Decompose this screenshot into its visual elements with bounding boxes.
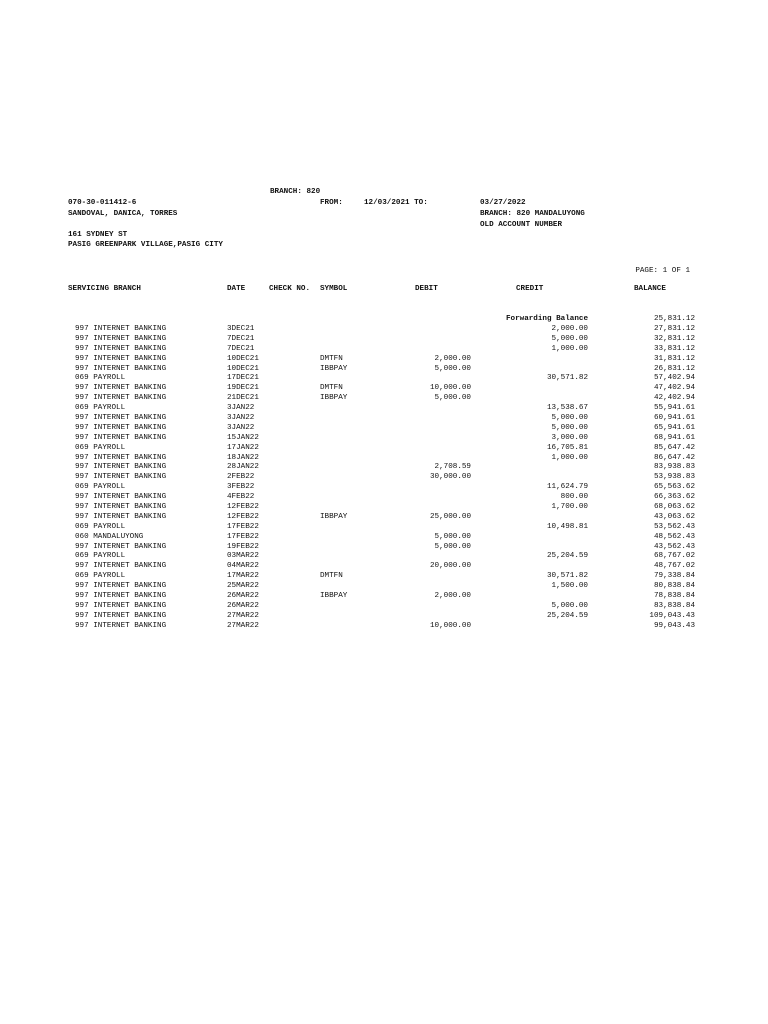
row-branch: 997 INTERNET BANKING	[75, 503, 167, 512]
table-row	[0, 562, 768, 572]
page-indicator: PAGE: 1 OF 1	[635, 267, 690, 275]
row-balance: 32,831.12	[653, 334, 695, 343]
row-credit: 1,500.00	[551, 582, 588, 591]
row-balance: 48,767.02	[653, 562, 695, 571]
branch-name: BRANCH: 820 MANDALUYONG	[480, 210, 585, 218]
row-credit: 30,571.82	[546, 572, 588, 581]
table-row	[0, 374, 768, 384]
row-branch: 060 MANDALUYONG	[75, 532, 144, 541]
row-branch: 997 INTERNET BANKING	[75, 344, 167, 353]
row-date: 2FEB22	[227, 473, 255, 482]
table-row	[0, 384, 768, 394]
row-branch: 069 PAYROLL	[75, 404, 126, 413]
row-branch: 997 INTERNET BANKING	[75, 423, 167, 432]
row-date: 10DEC21	[227, 364, 259, 373]
table-row	[0, 572, 768, 582]
row-debit: 5,000.00	[434, 364, 471, 373]
row-date: 19FEB22	[227, 542, 259, 551]
row-balance: 65,563.62	[653, 483, 695, 492]
row-debit: 5,000.00	[434, 532, 471, 541]
row-credit: 25,204.59	[546, 611, 588, 620]
row-debit: 5,000.00	[434, 542, 471, 551]
row-balance: 53,562.43	[653, 522, 695, 531]
row-symbol: IBBPAY	[320, 364, 348, 373]
row-branch: 997 INTERNET BANKING	[75, 601, 167, 610]
row-branch: 069 PAYROLL	[75, 522, 126, 531]
row-balance: 66,363.62	[653, 493, 695, 502]
row-balance: 80,838.84	[653, 582, 695, 591]
row-branch: 069 PAYROLL	[75, 483, 126, 492]
row-debit: 5,000.00	[434, 394, 471, 403]
row-debit: 10,000.00	[429, 621, 471, 630]
table-row	[0, 612, 768, 622]
transaction-table	[0, 325, 768, 632]
row-branch: 997 INTERNET BANKING	[75, 394, 167, 403]
row-date: 3JAN22	[227, 414, 255, 423]
table-row	[0, 454, 768, 464]
row-balance: 43,063.62	[653, 512, 695, 521]
table-row	[0, 473, 768, 483]
row-balance: 47,402.94	[653, 384, 695, 393]
row-debit: 2,000.00	[434, 354, 471, 363]
row-balance: 68,767.02	[653, 552, 695, 561]
row-branch: 069 PAYROLL	[75, 443, 126, 452]
from-label: FROM:	[320, 199, 343, 207]
row-symbol: IBBPAY	[320, 394, 348, 403]
row-date: 3FEB22	[227, 483, 255, 492]
row-balance: 31,831.12	[653, 354, 695, 363]
row-branch: 997 INTERNET BANKING	[75, 582, 167, 591]
row-branch: 997 INTERNET BANKING	[75, 621, 167, 630]
row-date: 03MAR22	[227, 552, 259, 561]
row-balance: 42,402.94	[653, 394, 695, 403]
table-row	[0, 434, 768, 444]
row-date: 7DEC21	[227, 344, 255, 353]
row-balance: 26,831.12	[653, 364, 695, 373]
row-credit: 5,000.00	[551, 414, 588, 423]
row-debit: 2,000.00	[434, 592, 471, 601]
table-row	[0, 552, 768, 562]
row-branch: 069 PAYROLL	[75, 552, 126, 561]
row-date: 26MAR22	[227, 592, 259, 601]
row-branch: 997 INTERNET BANKING	[75, 611, 167, 620]
table-row	[0, 483, 768, 493]
forwarding-label: Forwarding Balance	[505, 315, 588, 323]
row-symbol: DMTFN	[320, 354, 343, 363]
row-debit: 20,000.00	[429, 562, 471, 571]
table-row	[0, 493, 768, 503]
row-date: 28JAN22	[227, 463, 259, 472]
row-debit: 25,000.00	[429, 512, 471, 521]
row-balance: 85,647.42	[653, 443, 695, 452]
account-number: 070-30-011412-6	[68, 199, 137, 207]
row-credit: 1,000.00	[551, 453, 588, 462]
row-balance: 79,338.84	[653, 572, 695, 581]
row-date: 17FEB22	[227, 532, 259, 541]
row-date: 7DEC21	[227, 334, 255, 343]
row-symbol: DMTFN	[320, 384, 343, 393]
row-debit: 2,708.59	[434, 463, 471, 472]
col-debit: DEBIT	[415, 285, 438, 293]
row-date: 3JAN22	[227, 404, 255, 413]
row-date: 3DEC21	[227, 325, 255, 333]
row-balance: 57,402.94	[653, 374, 695, 383]
row-date: 27MAR22	[227, 621, 259, 630]
row-date: 17DEC21	[227, 374, 259, 383]
table-row	[0, 543, 768, 553]
table-row	[0, 394, 768, 404]
table-row	[0, 414, 768, 424]
old-account-label: OLD ACCOUNT NUMBER	[480, 221, 563, 229]
row-balance: 83,838.84	[653, 601, 695, 610]
row-date: 17MAR22	[227, 572, 259, 581]
row-debit: 30,000.00	[429, 473, 471, 482]
row-balance: 99,043.43	[653, 621, 695, 630]
row-balance: 48,562.43	[653, 532, 695, 541]
table-row	[0, 345, 768, 355]
row-date: 17FEB22	[227, 522, 259, 531]
row-credit: 800.00	[560, 493, 588, 502]
table-row	[0, 325, 768, 335]
row-balance: 68,063.62	[653, 503, 695, 512]
row-balance: 43,562.43	[653, 542, 695, 551]
row-credit: 2,000.00	[551, 325, 588, 333]
row-branch: 997 INTERNET BANKING	[75, 334, 167, 343]
row-branch: 997 INTERNET BANKING	[75, 354, 167, 363]
row-credit: 3,000.00	[551, 433, 588, 442]
table-row	[0, 582, 768, 592]
table-row	[0, 335, 768, 345]
row-branch: 997 INTERNET BANKING	[75, 414, 167, 423]
row-balance: 60,941.61	[653, 414, 695, 423]
row-debit: 10,000.00	[429, 384, 471, 393]
row-balance: 109,043.43	[649, 611, 695, 620]
row-balance: 68,941.61	[653, 433, 695, 442]
from-date: 12/03/2021 TO:	[364, 199, 428, 207]
row-date: 15JAN22	[227, 433, 259, 442]
row-balance: 86,647.42	[653, 453, 695, 462]
table-row	[0, 503, 768, 513]
row-branch: 997 INTERNET BANKING	[75, 512, 167, 521]
row-credit: 1,700.00	[551, 503, 588, 512]
row-credit: 11,624.79	[546, 483, 588, 492]
row-balance: 78,838.84	[653, 592, 695, 601]
row-credit: 5,000.00	[551, 601, 588, 610]
row-date: 10DEC21	[227, 354, 259, 363]
row-balance: 27,831.12	[653, 325, 695, 333]
row-branch: 997 INTERNET BANKING	[75, 592, 167, 601]
table-row	[0, 533, 768, 543]
row-balance: 65,941.61	[653, 423, 695, 432]
row-branch: 997 INTERNET BANKING	[75, 542, 167, 551]
col-credit: CREDIT	[516, 285, 544, 293]
row-date: 17JAN22	[227, 443, 259, 452]
forwarding-balance: 25,831.12	[653, 315, 695, 323]
row-branch: 069 PAYROLL	[75, 374, 126, 383]
address-line1: 161 SYDNEY ST	[68, 231, 128, 239]
row-date: 04MAR22	[227, 562, 259, 571]
table-row	[0, 622, 768, 632]
table-row	[0, 424, 768, 434]
account-name: SANDOVAL, DANICA, TORRES	[68, 210, 178, 218]
row-date: 12FEB22	[227, 503, 259, 512]
row-date: 21DEC21	[227, 394, 259, 403]
row-date: 27MAR22	[227, 611, 259, 620]
table-row	[0, 513, 768, 523]
col-date: DATE	[227, 285, 246, 293]
table-row	[0, 463, 768, 473]
col-symbol: SYMBOL	[320, 285, 348, 293]
row-date: 12FEB22	[227, 512, 259, 521]
row-branch: 997 INTERNET BANKING	[75, 473, 167, 482]
row-credit: 10,498.81	[546, 522, 588, 531]
table-row	[0, 592, 768, 602]
row-symbol: DMTFN	[320, 572, 343, 581]
row-credit: 1,000.00	[551, 344, 588, 353]
row-branch: 997 INTERNET BANKING	[75, 325, 167, 333]
row-date: 3JAN22	[227, 423, 255, 432]
table-row	[0, 444, 768, 454]
row-symbol: IBBPAY	[320, 592, 348, 601]
table-row	[0, 404, 768, 414]
table-row	[0, 365, 768, 375]
row-balance: 53,938.83	[653, 473, 695, 482]
row-branch: 997 INTERNET BANKING	[75, 433, 167, 442]
row-credit: 5,000.00	[551, 334, 588, 343]
row-credit: 16,705.81	[546, 443, 588, 452]
row-balance: 33,831.12	[653, 344, 695, 353]
row-branch: 997 INTERNET BANKING	[75, 463, 167, 472]
table-row	[0, 602, 768, 612]
row-branch: 997 INTERNET BANKING	[75, 493, 167, 502]
row-date: 18JAN22	[227, 453, 259, 462]
row-credit: 5,000.00	[551, 423, 588, 432]
col-servicing-branch: SERVICING BRANCH	[68, 285, 141, 293]
col-balance: BALANCE	[634, 285, 666, 293]
row-symbol: IBBPAY	[320, 512, 348, 521]
row-branch: 997 INTERNET BANKING	[75, 453, 167, 462]
row-credit: 30,571.82	[546, 374, 588, 383]
row-date: 4FEB22	[227, 493, 255, 502]
row-balance: 83,938.83	[653, 463, 695, 472]
col-check-no: CHECK NO.	[269, 285, 311, 293]
row-branch: 997 INTERNET BANKING	[75, 384, 167, 393]
row-credit: 25,204.59	[546, 552, 588, 561]
row-branch: 997 INTERNET BANKING	[75, 562, 167, 571]
row-branch: 997 INTERNET BANKING	[75, 364, 167, 373]
table-row	[0, 355, 768, 365]
row-date: 19DEC21	[227, 384, 259, 393]
row-balance: 55,941.61	[653, 404, 695, 413]
address-line2: PASIG GREENPARK VILLAGE,PASIG CITY	[68, 241, 223, 249]
row-date: 25MAR22	[227, 582, 259, 591]
branch-line: BRANCH: 820	[270, 188, 321, 196]
row-branch: 069 PAYROLL	[75, 572, 126, 581]
row-credit: 13,538.67	[546, 404, 588, 413]
table-row	[0, 523, 768, 533]
row-date: 26MAR22	[227, 601, 259, 610]
to-date: 03/27/2022	[480, 199, 526, 207]
